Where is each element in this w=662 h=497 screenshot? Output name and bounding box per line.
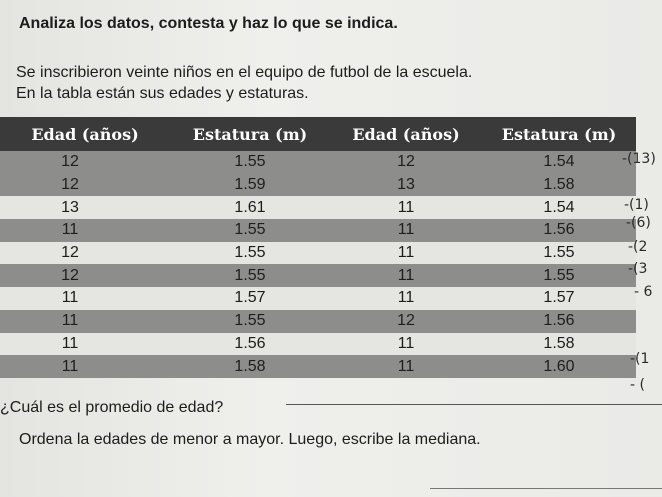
handwritten-note: - ( bbox=[630, 377, 645, 393]
question-median: Ordena la edades de menor a mayor. Luego, escribe la mediana. bbox=[19, 431, 481, 448]
answer-line[interactable] bbox=[430, 488, 662, 489]
table-cell: 12 bbox=[330, 310, 482, 333]
intro-text bbox=[16, 62, 472, 104]
table-cell: 1.61 bbox=[170, 196, 330, 219]
table-cell: 1.55 bbox=[170, 264, 330, 287]
table-cell: 1.55 bbox=[482, 264, 636, 287]
table-cell: 1.60 bbox=[482, 355, 636, 378]
table-cell: 1.55 bbox=[482, 242, 636, 265]
table-cell: 11 bbox=[330, 219, 482, 242]
table-cell: 11 bbox=[0, 333, 170, 356]
table-cell: 1.56 bbox=[482, 219, 636, 242]
table-cell: 12 bbox=[0, 264, 170, 287]
table-cell: 1.55 bbox=[170, 151, 330, 174]
table-cell: 1.58 bbox=[482, 174, 636, 197]
answer-line[interactable] bbox=[286, 404, 662, 405]
table-cell: 11 bbox=[330, 196, 482, 219]
header-age-1: Edad (años) bbox=[0, 117, 170, 151]
table-row bbox=[0, 355, 636, 378]
header-height-1: Estatura (m) bbox=[170, 117, 330, 151]
table-cell: 11 bbox=[330, 242, 482, 265]
table-header-row bbox=[0, 117, 636, 151]
table-row bbox=[0, 287, 636, 310]
table-cell: 12 bbox=[0, 174, 170, 197]
table-cell: 1.55 bbox=[170, 242, 330, 265]
table-cell: 11 bbox=[330, 355, 482, 378]
instruction-heading: Analiza los datos, contesta y haz lo que se indica. bbox=[19, 15, 398, 32]
table-cell: 12 bbox=[0, 242, 170, 265]
table-cell: 12 bbox=[330, 151, 482, 174]
table-cell: 1.57 bbox=[482, 287, 636, 310]
table-cell: 11 bbox=[0, 219, 170, 242]
table-row bbox=[0, 242, 636, 265]
table-row bbox=[0, 174, 636, 197]
table-cell: 1.58 bbox=[170, 355, 330, 378]
table-cell: 1.56 bbox=[482, 310, 636, 333]
table-cell: 1.54 bbox=[482, 151, 636, 174]
table-cell: 11 bbox=[0, 287, 170, 310]
table-cell: 13 bbox=[330, 174, 482, 197]
table-row bbox=[0, 196, 636, 219]
header-height-2: Estatura (m) bbox=[482, 117, 636, 151]
header-age-2: Edad (años) bbox=[330, 117, 482, 151]
table-row bbox=[0, 333, 636, 356]
table-cell: 13 bbox=[0, 196, 170, 219]
handwritten-note: - 6 bbox=[634, 284, 653, 300]
intro-line: Se inscribieron veinte niños en el equipo de futbol de la escuela. bbox=[16, 64, 473, 81]
handwritten-note: -(2 bbox=[628, 239, 648, 255]
table-row bbox=[0, 151, 636, 174]
table-row bbox=[0, 310, 636, 333]
table-cell: 12 bbox=[0, 151, 170, 174]
question-average-age: ¿Cuál es el promedio de edad? bbox=[0, 399, 224, 416]
table-row bbox=[0, 264, 636, 287]
table-cell: 11 bbox=[0, 355, 170, 378]
table-cell: 1.57 bbox=[170, 287, 330, 310]
intro-line: En la tabla están sus edades y estaturas. bbox=[16, 85, 309, 102]
handwritten-note: -(6) bbox=[626, 215, 651, 231]
ages-heights-table bbox=[0, 117, 636, 378]
handwritten-note: -(3 bbox=[628, 261, 648, 277]
table-cell: 11 bbox=[330, 264, 482, 287]
table-cell: 1.59 bbox=[170, 174, 330, 197]
handwritten-note: -(1 bbox=[630, 351, 650, 367]
handwritten-note: -(1) bbox=[624, 197, 649, 213]
table-cell: 1.54 bbox=[482, 196, 636, 219]
handwritten-note: -(13) bbox=[622, 151, 656, 167]
table-cell: 1.55 bbox=[170, 310, 330, 333]
table-cell: 1.58 bbox=[482, 333, 636, 356]
table-cell: 11 bbox=[330, 287, 482, 310]
table-row bbox=[0, 219, 636, 242]
table-cell: 11 bbox=[0, 310, 170, 333]
handwritten-notes bbox=[620, 117, 662, 393]
table-cell: 11 bbox=[330, 333, 482, 356]
table-cell: 1.56 bbox=[170, 333, 330, 356]
table-cell: 1.55 bbox=[170, 219, 330, 242]
